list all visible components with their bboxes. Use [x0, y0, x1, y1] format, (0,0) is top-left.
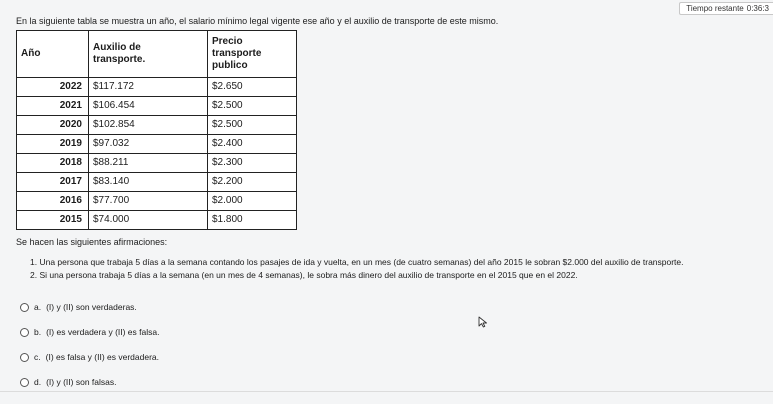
cell-aux: $97.032 — [89, 135, 208, 154]
cell-year: 2017 — [17, 173, 89, 192]
cell-year: 2020 — [17, 116, 89, 135]
radio-icon[interactable] — [20, 353, 29, 362]
table-row — [17, 173, 297, 192]
table-row — [17, 78, 297, 97]
table-row — [17, 135, 297, 154]
cell-year: 2015 — [17, 211, 89, 230]
statement-item: 1. Una persona que trabaja 5 días a la semana contando los pasajes de ida y vuelta, en un mes (de cuatro semanas) del año 2015 le sobran $2.000 del auxilio de transporte. — [30, 257, 684, 267]
option-letter: d. — [34, 377, 42, 387]
data-table — [16, 30, 297, 230]
option-text: (I) y (II) son falsas. — [46, 377, 117, 387]
option-letter: b. — [34, 327, 42, 337]
cell-price: $2.000 — [208, 192, 297, 211]
cell-price: $2.400 — [208, 135, 297, 154]
table-row — [17, 116, 297, 135]
option-letter: c. — [34, 352, 41, 362]
table-row — [17, 192, 297, 211]
statement-item: 2. Si una persona trabaja 5 días a la semana (en un mes de 4 semanas), le sobra más dinero del auxilio de transporte en el 2015 que en el 2022. — [30, 269, 578, 280]
option-text: (I) es verdadera y (II) es falsa. — [46, 327, 160, 337]
cell-aux: $83.140 — [89, 173, 208, 192]
cell-aux: $74.000 — [89, 211, 208, 230]
answer-option-c[interactable] — [20, 351, 159, 363]
time-remaining-label: Tiempo restante — [686, 4, 744, 13]
cell-year: 2019 — [17, 135, 89, 154]
table-header-row — [17, 31, 297, 78]
cell-price: $1.800 — [208, 211, 297, 230]
table-row — [17, 154, 297, 173]
statements-list — [30, 256, 684, 281]
radio-icon[interactable] — [20, 378, 29, 387]
answer-option-d[interactable] — [20, 376, 159, 388]
statements-heading: Se hacen las siguientes afirmaciones: — [16, 237, 168, 247]
cell-aux: $117.172 — [89, 78, 208, 97]
cell-price: $2.650 — [208, 78, 297, 97]
option-letter: a. — [34, 302, 42, 312]
cell-year: 2018 — [17, 154, 89, 173]
header-aux: Auxilio de transporte. — [89, 31, 208, 78]
table-row — [17, 211, 297, 230]
radio-icon[interactable] — [20, 303, 29, 312]
footer-divider — [0, 391, 773, 392]
cell-aux: $106.454 — [89, 97, 208, 116]
answer-option-b[interactable] — [20, 326, 159, 338]
header-year: Año — [17, 31, 89, 78]
cell-price: $2.500 — [208, 97, 297, 116]
option-text: (I) y (II) son verdaderas. — [46, 302, 137, 312]
radio-icon[interactable] — [20, 328, 29, 337]
cell-price: $2.500 — [208, 116, 297, 135]
cell-year: 2022 — [17, 78, 89, 97]
cell-price: $2.300 — [208, 154, 297, 173]
option-text: (I) es falsa y (II) es verdadera. — [45, 352, 159, 362]
table-row — [17, 97, 297, 116]
answer-option-a[interactable] — [20, 301, 159, 313]
cell-aux: $102.854 — [89, 116, 208, 135]
cell-price: $2.200 — [208, 173, 297, 192]
time-remaining — [679, 2, 773, 15]
time-remaining-value: 0:36:3 — [746, 4, 769, 13]
cell-year: 2016 — [17, 192, 89, 211]
cell-year: 2021 — [17, 97, 89, 116]
header-price: Precio transporte publico — [208, 31, 297, 78]
cursor-icon — [478, 316, 488, 328]
question-intro: En la siguiente tabla se muestra un año, el salario mínimo legal vigente ese año y el auxilio de transporte de este mismo. — [16, 16, 499, 26]
cell-aux: $77.700 — [89, 192, 208, 211]
answer-options — [20, 301, 159, 401]
cell-aux: $88.211 — [89, 154, 208, 173]
